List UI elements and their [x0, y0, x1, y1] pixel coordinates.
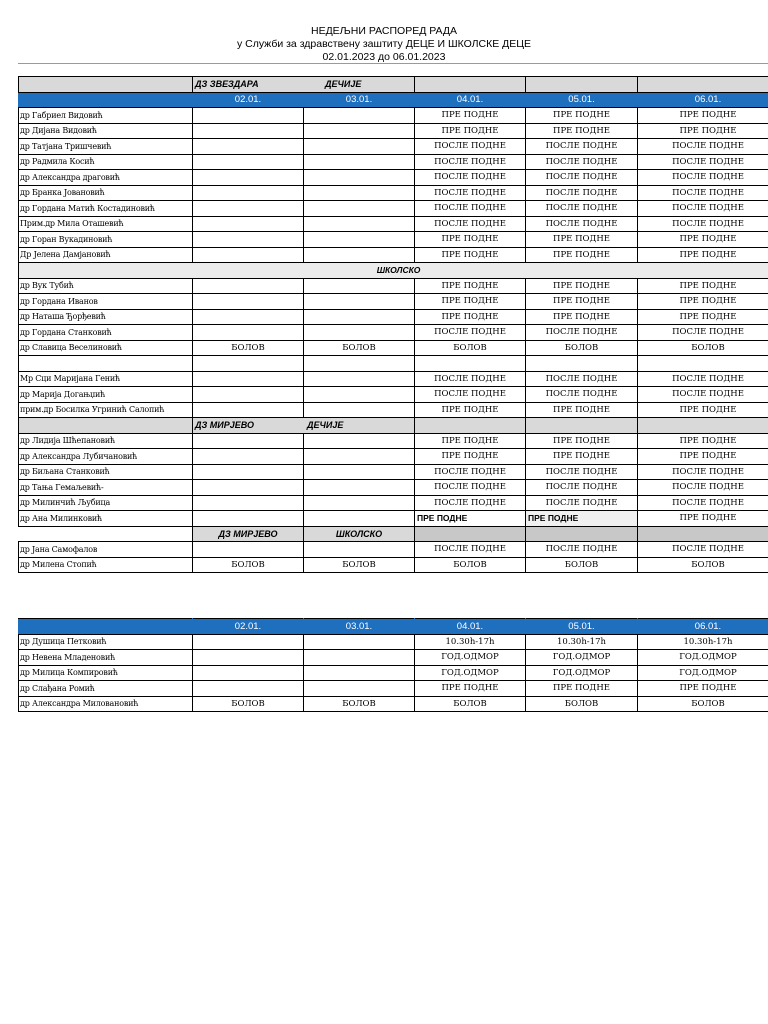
schedule-row — [19, 340, 768, 356]
group-header-labels — [193, 77, 415, 93]
shift-cell: ГОД.ОДМОР — [526, 650, 638, 666]
shift-cell: ПРЕ ПОДНЕ — [526, 681, 638, 697]
shift-cell — [193, 650, 304, 666]
shift-cell: ПРЕ ПОДНЕ — [415, 402, 526, 418]
shift-cell — [304, 216, 415, 232]
shift-cell: ПОСЛЕ ПОДНЕ — [415, 216, 526, 232]
shift-cell — [193, 495, 304, 511]
schedule-row — [19, 542, 768, 558]
empty-cell — [19, 356, 193, 372]
doctor-name: др Душица Петковић — [19, 634, 193, 650]
doctor-name: др Гордана Станковић — [19, 325, 193, 341]
shift-cell: БОЛОВ — [415, 557, 526, 573]
doctor-name: др Тања Гемаљевић- — [19, 480, 193, 496]
shift-cell: ПРЕ ПОДНЕ — [415, 511, 526, 527]
shift-cell — [304, 634, 415, 650]
shift-cell: ПРЕ ПОДНЕ — [526, 232, 638, 248]
shift-cell — [193, 325, 304, 341]
schedule-row — [19, 232, 768, 248]
shift-cell — [193, 247, 304, 263]
shift-cell: ПОСЛЕ ПОДНЕ — [526, 216, 638, 232]
shift-cell: ПРЕ ПОДНЕ — [415, 232, 526, 248]
shift-cell — [304, 325, 415, 341]
shift-cell: ПОСЛЕ ПОДНЕ — [526, 170, 638, 186]
shift-cell: ПРЕ ПОДНЕ — [638, 294, 768, 310]
schedule-row — [19, 216, 768, 232]
shift-cell: ПРЕ ПОДНЕ — [638, 108, 768, 124]
shift-cell: ПРЕ ПОДНЕ — [526, 309, 638, 325]
date-header-cell: 06.01. — [638, 619, 768, 635]
doctor-name: др Бранка Јовановић — [19, 185, 193, 201]
shift-cell — [304, 387, 415, 403]
doctor-name: Др Јелена Дамјановић — [19, 247, 193, 263]
shift-cell: ПРЕ ПОДНЕ — [526, 247, 638, 263]
schedule-row — [19, 387, 768, 403]
shift-cell: ПОСЛЕ ПОДНЕ — [415, 371, 526, 387]
shift-cell — [304, 247, 415, 263]
section-row-school — [19, 263, 768, 279]
schedule-row — [19, 464, 768, 480]
schedule-row — [19, 681, 768, 697]
schedule-row — [19, 371, 768, 387]
shift-cell: ПРЕ ПОДНЕ — [415, 108, 526, 124]
shift-cell — [193, 433, 304, 449]
group-department: ШКОЛСКО — [304, 526, 415, 542]
shift-cell: БОЛОВ — [638, 340, 768, 356]
group-institution: ДЗ МИРЈЕВО — [193, 526, 304, 542]
shift-cell: ПОСЛЕ ПОДНЕ — [526, 495, 638, 511]
group-header-blank — [526, 526, 638, 542]
shift-cell: ПРЕ ПОДНЕ — [526, 278, 638, 294]
doctor-name: Прим.др Мила Оташевић — [19, 216, 193, 232]
doctor-name: Мр Сци Маријана Генић — [19, 371, 193, 387]
shift-cell — [304, 433, 415, 449]
shift-cell — [304, 665, 415, 681]
shift-cell: БОЛОВ — [415, 696, 526, 712]
doctor-name: др Јана Самофалов — [19, 542, 193, 558]
shift-cell: ПРЕ ПОДНЕ — [526, 123, 638, 139]
shift-cell: ПОСЛЕ ПОДНЕ — [638, 170, 768, 186]
shift-cell: ПОСЛЕ ПОДНЕ — [415, 154, 526, 170]
schedule-row — [19, 247, 768, 263]
schedule-row — [19, 480, 768, 496]
shift-cell: ПОСЛЕ ПОДНЕ — [526, 387, 638, 403]
group-institution: ДЗ МИРЈЕВО — [195, 420, 255, 431]
schedule-row — [19, 123, 768, 139]
shift-cell — [193, 387, 304, 403]
shift-cell — [304, 139, 415, 155]
empty-cell — [304, 356, 415, 372]
doctor-name: др Радмила Косић — [19, 154, 193, 170]
shift-cell: 10.30h-17h — [526, 634, 638, 650]
page-subtitle: у Служби за здравствену заштиту ДЕЦЕ И ШКОЛСКЕ ДЕЦЕ — [236, 38, 532, 50]
shift-cell: ПРЕ ПОДНЕ — [526, 108, 638, 124]
shift-cell: ГОД.ОДМОР — [415, 665, 526, 681]
shift-cell: ПОСЛЕ ПОДНЕ — [526, 154, 638, 170]
group-header-blank — [415, 526, 526, 542]
schedule-row — [19, 696, 768, 712]
shift-cell — [193, 232, 304, 248]
group-header-blank — [19, 418, 193, 434]
schedule-row — [19, 309, 768, 325]
doctor-name: др Габриел Видовић — [19, 108, 193, 124]
date-header-cell: 03.01. — [304, 92, 415, 108]
doctor-name: др Милена Стопић — [19, 557, 193, 573]
doctor-name: др Славица Веселиновић — [19, 340, 193, 356]
shift-cell — [304, 108, 415, 124]
shift-cell: БОЛОВ — [193, 557, 304, 573]
shift-cell — [304, 294, 415, 310]
empty-row — [19, 356, 768, 372]
shift-cell — [304, 511, 415, 527]
shift-cell — [193, 108, 304, 124]
schedule-row — [19, 511, 768, 527]
doctor-name: др Дијана Видовић — [19, 123, 193, 139]
schedule-row — [19, 665, 768, 681]
shift-cell: БОЛОВ — [415, 340, 526, 356]
schedule-row — [19, 108, 768, 124]
shift-cell: ПРЕ ПОДНЕ — [415, 278, 526, 294]
shift-cell — [193, 402, 304, 418]
shift-cell: ПОСЛЕ ПОДНЕ — [526, 139, 638, 155]
group-institution: ДЗ ЗВЕЗДАРА — [195, 79, 259, 90]
shift-cell: ПОСЛЕ ПОДНЕ — [638, 154, 768, 170]
date-header-cell: 03.01. — [304, 619, 415, 635]
shift-cell: ПРЕ ПОДНЕ — [415, 681, 526, 697]
shift-cell: 10.30h-17h — [638, 634, 768, 650]
group-header-blank — [638, 77, 768, 93]
doctor-name: др Гордана Матић Костадиновић — [19, 201, 193, 217]
shift-cell: ПОСЛЕ ПОДНЕ — [638, 185, 768, 201]
shift-cell: ПОСЛЕ ПОДНЕ — [638, 464, 768, 480]
doctor-name: др Вук Тубић — [19, 278, 193, 294]
shift-cell: БОЛОВ — [304, 696, 415, 712]
shift-cell: ПОСЛЕ ПОДНЕ — [415, 480, 526, 496]
shift-cell — [193, 201, 304, 217]
shift-cell: ПРЕ ПОДНЕ — [526, 433, 638, 449]
shift-cell: ПОСЛЕ ПОДНЕ — [415, 542, 526, 558]
date-header-cell: 05.01. — [526, 92, 638, 108]
doctor-name: др Татјана Тришчевић — [19, 139, 193, 155]
group-header-mirijevo-school — [19, 526, 768, 542]
doctor-name: др Горан Вукадиновић — [19, 232, 193, 248]
doctor-name: др Александра Миловановић — [19, 696, 193, 712]
shift-cell: ПОСЛЕ ПОДНЕ — [638, 371, 768, 387]
doctor-name: др Наташа Ђорђевић — [19, 309, 193, 325]
shift-cell: ПРЕ ПОДНЕ — [415, 433, 526, 449]
shift-cell: ПРЕ ПОДНЕ — [638, 309, 768, 325]
schedule-period: 02.01.2023 до 06.01.2023 — [322, 51, 446, 63]
shift-cell: ПОСЛЕ ПОДНЕ — [526, 201, 638, 217]
shift-cell: ПОСЛЕ ПОДНЕ — [415, 201, 526, 217]
shift-cell — [193, 665, 304, 681]
shift-cell — [304, 123, 415, 139]
schedule-row — [19, 557, 768, 573]
shift-cell: ПРЕ ПОДНЕ — [638, 511, 768, 527]
schedule-table-secondary — [18, 618, 768, 712]
shift-cell: БОЛОВ — [638, 557, 768, 573]
shift-cell: ПРЕ ПОДНЕ — [415, 247, 526, 263]
empty-cell — [415, 356, 526, 372]
section-label: ШКОЛСКО — [19, 263, 768, 279]
doctor-name: др Слађана Ромић — [19, 681, 193, 697]
shift-cell — [304, 542, 415, 558]
shift-cell — [193, 681, 304, 697]
shift-cell: ПРЕ ПОДНЕ — [638, 123, 768, 139]
shift-cell: ПРЕ ПОДНЕ — [638, 449, 768, 465]
shift-cell — [193, 170, 304, 186]
doctor-name: др Лидија Шћепановић — [19, 433, 193, 449]
page-title: НЕДЕЉНИ РАСПОРЕД РАДА — [310, 25, 458, 37]
shift-cell: ПОСЛЕ ПОДНЕ — [415, 170, 526, 186]
shift-cell: ПОСЛЕ ПОДНЕ — [638, 216, 768, 232]
shift-cell: ПРЕ ПОДНЕ — [415, 309, 526, 325]
shift-cell: ПОСЛЕ ПОДНЕ — [526, 371, 638, 387]
shift-cell: ПРЕ ПОДНЕ — [526, 402, 638, 418]
shift-cell — [193, 511, 304, 527]
shift-cell — [304, 650, 415, 666]
shift-cell: БОЛОВ — [526, 557, 638, 573]
shift-cell: ГОД.ОДМОР — [638, 650, 768, 666]
date-header-cell: 05.01. — [526, 619, 638, 635]
shift-cell — [193, 371, 304, 387]
schedule-row — [19, 402, 768, 418]
schedule-table-main — [18, 76, 768, 573]
shift-cell — [304, 185, 415, 201]
shift-cell — [193, 480, 304, 496]
doctor-name: др Гордана Иванов — [19, 294, 193, 310]
shift-cell — [193, 634, 304, 650]
shift-cell: БОЛОВ — [304, 557, 415, 573]
group-department: ДЕЧИЈЕ — [307, 420, 344, 431]
shift-cell: ПОСЛЕ ПОДНЕ — [526, 325, 638, 341]
shift-cell — [193, 278, 304, 294]
shift-cell — [193, 542, 304, 558]
shift-cell — [304, 232, 415, 248]
group-department: ДЕЧИЈЕ — [325, 79, 362, 90]
date-header-empty — [19, 92, 193, 108]
shift-cell: ПРЕ ПОДНЕ — [526, 511, 638, 527]
shift-cell — [304, 402, 415, 418]
shift-cell: БОЛОВ — [638, 696, 768, 712]
schedule-row — [19, 154, 768, 170]
group-header-blank — [638, 526, 768, 542]
schedule-row — [19, 294, 768, 310]
shift-cell: ПОСЛЕ ПОДНЕ — [638, 495, 768, 511]
shift-cell — [304, 278, 415, 294]
doctor-name: др Милица Компировић — [19, 665, 193, 681]
shift-cell: БОЛОВ — [193, 340, 304, 356]
date-header-cell: 04.01. — [415, 92, 526, 108]
shift-cell — [304, 309, 415, 325]
shift-cell: ГОД.ОДМОР — [638, 665, 768, 681]
shift-cell: ПОСЛЕ ПОДНЕ — [526, 542, 638, 558]
shift-cell: ПОСЛЕ ПОДНЕ — [526, 480, 638, 496]
schedule-row — [19, 433, 768, 449]
shift-cell: ПОСЛЕ ПОДНЕ — [526, 185, 638, 201]
doctor-name: др Милинчић Љубица — [19, 495, 193, 511]
date-header-row — [19, 92, 768, 108]
shift-cell — [193, 449, 304, 465]
shift-cell: ПОСЛЕ ПОДНЕ — [638, 542, 768, 558]
shift-cell: ПРЕ ПОДНЕ — [526, 294, 638, 310]
shift-cell — [193, 139, 304, 155]
date-header-cell: 04.01. — [415, 619, 526, 635]
empty-cell — [526, 356, 638, 372]
schedule-row — [19, 170, 768, 186]
shift-cell — [193, 309, 304, 325]
group-header-mirijevo-children — [19, 418, 768, 434]
shift-cell — [193, 154, 304, 170]
schedule-row — [19, 139, 768, 155]
shift-cell: ПРЕ ПОДНЕ — [415, 123, 526, 139]
shift-cell: ПОСЛЕ ПОДНЕ — [415, 495, 526, 511]
shift-cell: ГОД.ОДМОР — [415, 650, 526, 666]
group-header-blank — [526, 418, 638, 434]
header-divider — [18, 63, 768, 64]
date-header-cell: 02.01. — [193, 619, 304, 635]
shift-cell: ПОСЛЕ ПОДНЕ — [526, 464, 638, 480]
group-header-labels — [193, 418, 415, 434]
shift-cell: БОЛОВ — [193, 696, 304, 712]
shift-cell: БОЛОВ — [304, 340, 415, 356]
group-header-blank — [415, 418, 526, 434]
group-header-blank — [415, 77, 526, 93]
doctor-name: прим.др Босилка Угринић Салопић — [19, 402, 193, 418]
schedule-row — [19, 495, 768, 511]
date-header-row — [19, 619, 768, 635]
doctor-name: др Биљана Станковић — [19, 464, 193, 480]
group-header-blank — [19, 77, 193, 93]
shift-cell — [304, 201, 415, 217]
shift-cell: ПРЕ ПОДНЕ — [415, 294, 526, 310]
shift-cell: ГОД.ОДМОР — [526, 665, 638, 681]
schedule-row — [19, 325, 768, 341]
shift-cell: ПОСЛЕ ПОДНЕ — [638, 387, 768, 403]
group-header-zvezdara — [19, 77, 768, 93]
shift-cell — [304, 480, 415, 496]
shift-cell: ПОСЛЕ ПОДНЕ — [415, 325, 526, 341]
group-header-blank — [526, 77, 638, 93]
shift-cell: БОЛОВ — [526, 696, 638, 712]
doctor-name: др Ана Милинковић — [19, 511, 193, 527]
shift-cell — [304, 154, 415, 170]
empty-cell — [193, 356, 304, 372]
schedule-row — [19, 449, 768, 465]
shift-cell: 10.30h-17h — [415, 634, 526, 650]
group-header-blank — [19, 526, 193, 542]
schedule-row — [19, 278, 768, 294]
shift-cell — [304, 449, 415, 465]
schedule-row — [19, 201, 768, 217]
shift-cell: ПОСЛЕ ПОДНЕ — [638, 201, 768, 217]
schedule-row — [19, 650, 768, 666]
schedule-row — [19, 185, 768, 201]
shift-cell: ПРЕ ПОДНЕ — [638, 278, 768, 294]
shift-cell — [193, 216, 304, 232]
shift-cell — [193, 294, 304, 310]
shift-cell: ПРЕ ПОДНЕ — [415, 449, 526, 465]
shift-cell: ПОСЛЕ ПОДНЕ — [638, 480, 768, 496]
doctor-name: др Александра драговић — [19, 170, 193, 186]
date-header-cell: 02.01. — [193, 92, 304, 108]
doctor-name: др Невена Младеновић — [19, 650, 193, 666]
empty-cell — [638, 356, 768, 372]
date-header-cell: 06.01. — [638, 92, 768, 108]
date-header-empty — [19, 619, 193, 635]
shift-cell: ПОСЛЕ ПОДНЕ — [415, 185, 526, 201]
shift-cell: ПРЕ ПОДНЕ — [638, 232, 768, 248]
schedule-row — [19, 634, 768, 650]
shift-cell: ПОСЛЕ ПОДНЕ — [638, 139, 768, 155]
shift-cell: ПРЕ ПОДНЕ — [638, 433, 768, 449]
shift-cell: ПРЕ ПОДНЕ — [526, 449, 638, 465]
shift-cell — [304, 464, 415, 480]
doctor-name: др Марија Догањџић — [19, 387, 193, 403]
shift-cell: ПРЕ ПОДНЕ — [638, 247, 768, 263]
shift-cell: ПОСЛЕ ПОДНЕ — [638, 325, 768, 341]
shift-cell: ПРЕ ПОДНЕ — [638, 402, 768, 418]
shift-cell: ПОСЛЕ ПОДНЕ — [415, 464, 526, 480]
shift-cell — [193, 123, 304, 139]
shift-cell: ПРЕ ПОДНЕ — [638, 681, 768, 697]
shift-cell: БОЛОВ — [526, 340, 638, 356]
shift-cell — [304, 681, 415, 697]
shift-cell: ПОСЛЕ ПОДНЕ — [415, 387, 526, 403]
shift-cell — [304, 495, 415, 511]
shift-cell — [304, 371, 415, 387]
shift-cell — [193, 464, 304, 480]
shift-cell: ПОСЛЕ ПОДНЕ — [415, 139, 526, 155]
doctor-name: др Александра Лубичановић — [19, 449, 193, 465]
shift-cell — [193, 185, 304, 201]
group-header-blank — [638, 418, 768, 434]
shift-cell — [304, 170, 415, 186]
